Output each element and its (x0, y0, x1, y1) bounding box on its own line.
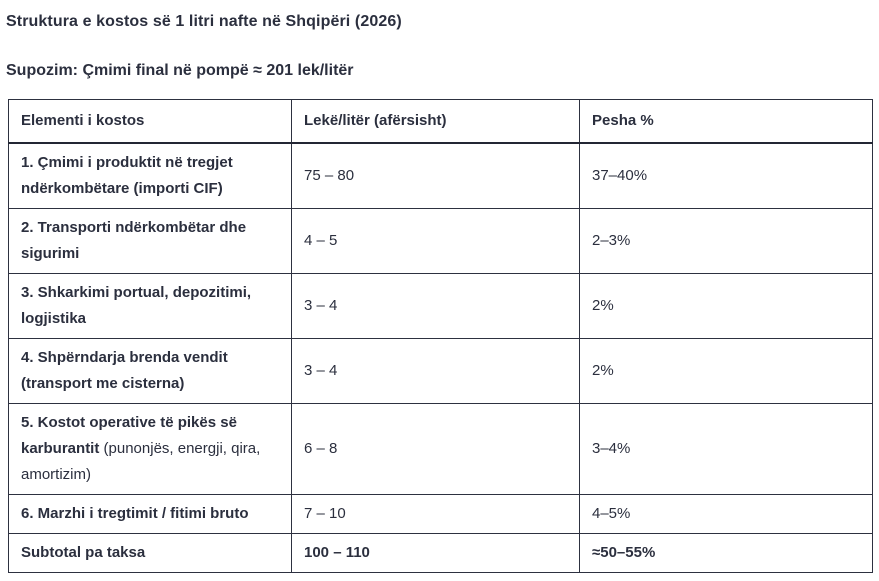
row-label (9, 404, 292, 495)
table-row (9, 274, 873, 339)
table-subtotal-row (9, 534, 873, 573)
table-row (9, 143, 873, 209)
row-label (9, 339, 292, 404)
row-label (9, 495, 292, 534)
row-value: 6 – 8 (292, 404, 580, 495)
row-weight: 4–5% (580, 495, 873, 534)
row-value: 7 – 10 (292, 495, 580, 534)
column-header-lek-per-liter: Lekë/litër (afërsisht) (292, 100, 580, 144)
subtotal-weight: ≈50–55% (580, 534, 873, 573)
row-label-bold: 4. Shpërndarja brenda vendit (transport me cisterna) (21, 349, 228, 392)
table-row (9, 209, 873, 274)
subtotal-label: Subtotal pa taksa (9, 534, 292, 573)
column-header-weight-pct: Pesha % (580, 100, 873, 144)
row-label-bold: 5. Kostot operative të pikës së karburantit (21, 414, 237, 457)
table-row (9, 495, 873, 534)
table-row (9, 339, 873, 404)
page-title: Struktura e kostos së 1 litri nafte në Shqipëri (2026) (6, 13, 402, 30)
row-label (9, 209, 292, 274)
table-row (9, 404, 873, 495)
row-label-bold: 6. Marzhi i tregtimit / fitimi bruto (21, 505, 249, 522)
row-label-bold: 2. Transporti ndërkombëtar dhe sigurimi (21, 219, 247, 262)
row-label-bold: 1. Çmimi i produktit në tregjet ndërkombëtare (importi CIF) (21, 154, 233, 197)
row-value: 3 – 4 (292, 339, 580, 404)
row-label-bold: 3. Shkarkimi portual, depozitimi, logjistika (21, 284, 252, 327)
row-label (9, 143, 292, 209)
cost-structure-table (8, 99, 873, 573)
row-value: 3 – 4 (292, 274, 580, 339)
row-label-note: (punonjës, energji, qira, amortizim) (21, 440, 261, 483)
row-weight: 2–3% (580, 209, 873, 274)
subtotal-value: 100 – 110 (292, 534, 580, 573)
row-weight: 2% (580, 274, 873, 339)
page-subtitle: Supozim: Çmimi final në pompë ≈ 201 lek/litër (6, 62, 354, 79)
row-value: 75 – 80 (292, 143, 580, 209)
table-header-row (9, 100, 873, 144)
row-weight: 37–40% (580, 143, 873, 209)
column-header-element: Elementi i kostos (9, 100, 292, 144)
row-label (9, 274, 292, 339)
row-weight: 2% (580, 339, 873, 404)
row-value: 4 – 5 (292, 209, 580, 274)
row-weight: 3–4% (580, 404, 873, 495)
